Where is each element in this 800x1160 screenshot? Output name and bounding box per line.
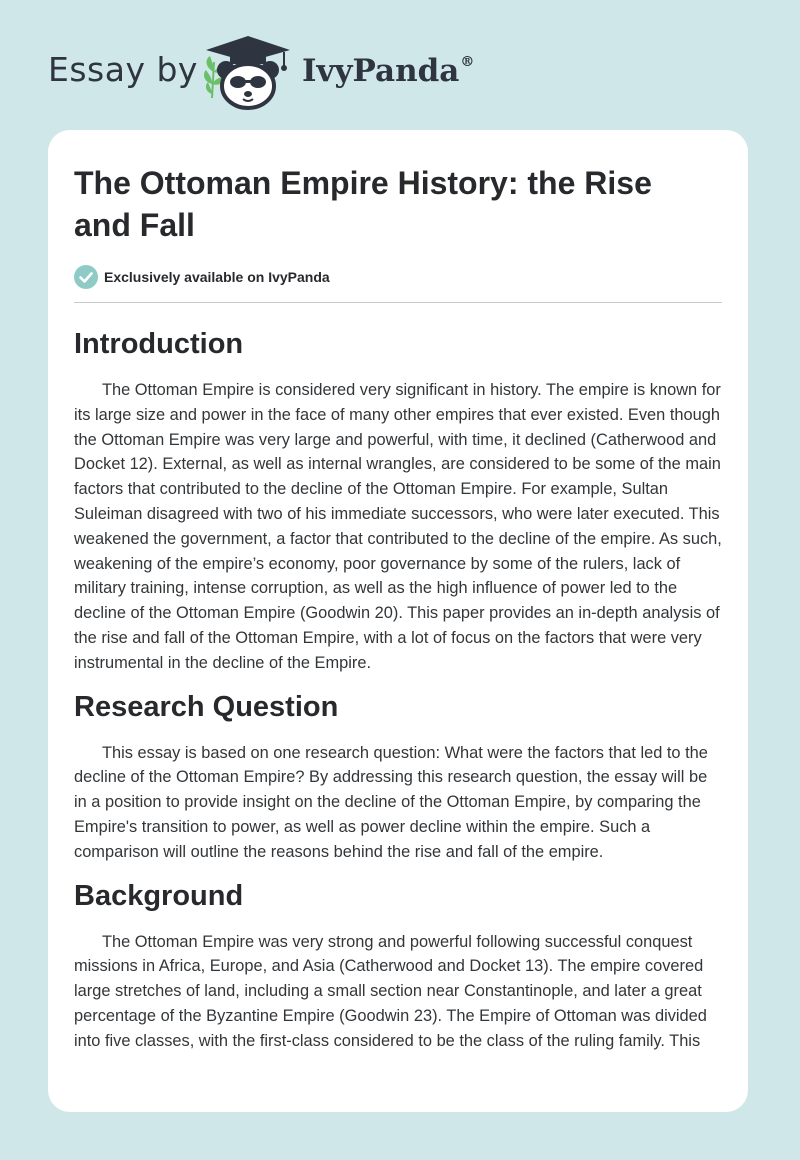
exclusive-badge-label: Exclusively available on IvyPanda xyxy=(104,269,330,285)
essay-by-label: Essay by xyxy=(48,50,198,89)
title-divider xyxy=(74,302,722,303)
section-research-question xyxy=(74,689,722,865)
brand-name[interactable] xyxy=(302,53,474,89)
registered-mark: ® xyxy=(460,53,475,70)
section-introduction xyxy=(74,326,722,676)
section-paragraph-background: The Ottoman Empire was very strong and powerful following successful conquest missions in Africa, Europe, and Asia (Catherwood and Docket 13). The empire covered large stretches of land, including a small section near Constantinople, and later a great percentage of the Byzantine Empire (Goodwin 23). The Empire of Ottoman was divided into five classes, with the first-class considered to be the class of the ruling family. This xyxy=(74,932,707,1050)
section-heading-introduction: Introduction xyxy=(74,328,244,360)
site-header xyxy=(0,0,800,130)
section-paragraph-research-question: This essay is based on one research question: What were the factors that led to the decline of the Ottoman Empire? By addressing this research question, the essay will be in a position to provide insight on the decline of the Ottoman Empire, by comparing the Empire's transition to power, as well as power decline within the empire. Such a comparison will outline the reasons behind the rise and fall of the empire. xyxy=(74,743,708,861)
brand-text: IvyPanda xyxy=(302,53,460,89)
panda-graduate-logo-icon[interactable] xyxy=(200,32,296,112)
section-background xyxy=(74,878,722,1054)
page-title: The Ottoman Empire History: the Rise and Fall xyxy=(74,165,652,243)
essay-body xyxy=(74,316,722,1067)
section-heading-research-question: Research Question xyxy=(74,690,339,723)
section-heading-background: Background xyxy=(74,879,244,912)
section-paragraph-introduction: The Ottoman Empire is considered very significant in history. The empire is known for its large size and power in the face of many other empires that ever existed. Even though the Ottoman Empire was very large and powerful, with time, it declined (Catherwood and Docket 12). External, as well as internal wrangles, are considered to be some of the main factors that contributed to the decline of the Ottoman Empire. For example, Sultan Suleiman disagreed with two of his immediate successors, who were later executed. This weakened the government, a factor that contributed to the decline of the empire. As such, weakening of the empire’s economy, poor governance by some of the rulers, lack of military training, intense corruption, as well as the high influence of power led to the decline of the Ottoman Empire (Goodwin 20). This paper provides an in-depth analysis of the rise and fall of the Ottoman Empire, with a lot of focus on the factors that were very instrumental in the decline of the Empire. xyxy=(74,381,722,672)
exclusive-badge xyxy=(74,264,330,290)
essay-card xyxy=(48,130,748,1112)
check-circle-icon xyxy=(74,265,98,289)
